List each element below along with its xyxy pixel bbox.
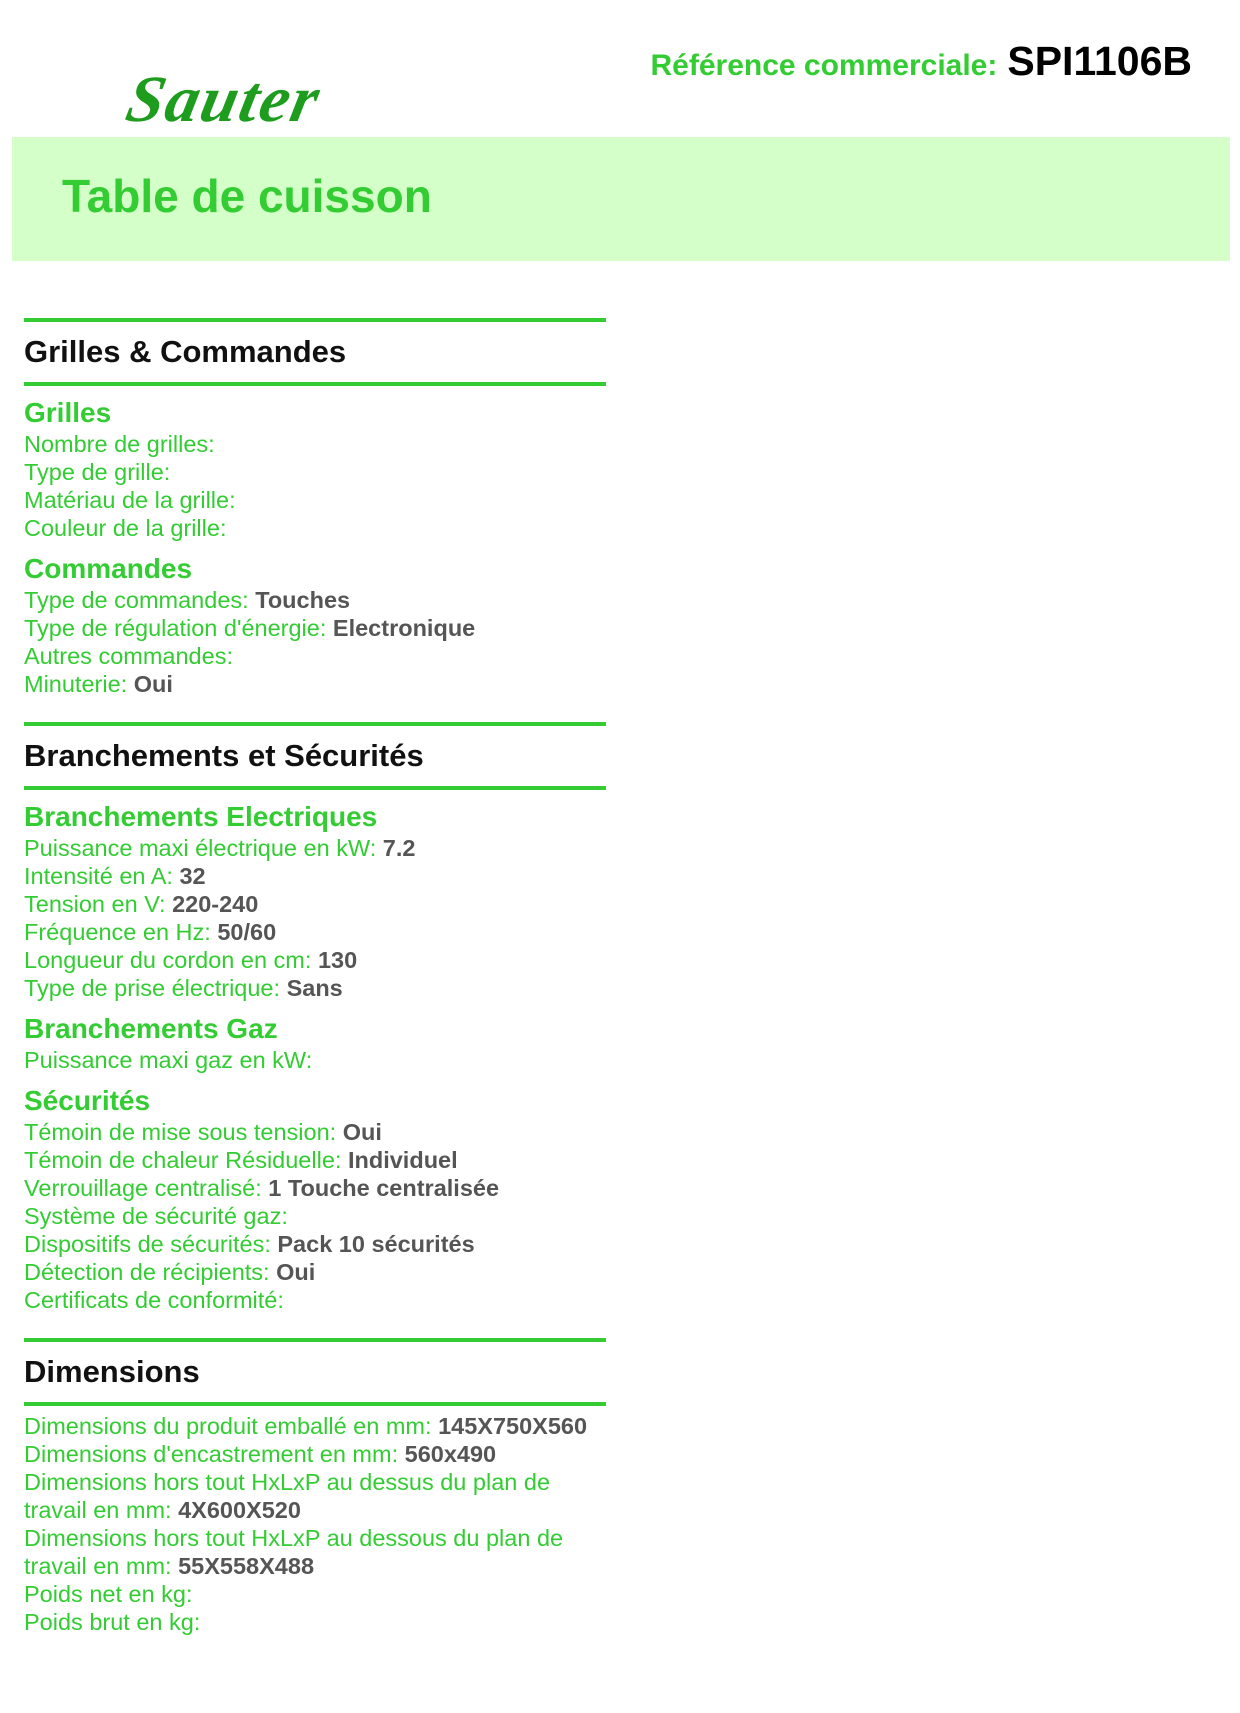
section-branchements — [24, 722, 606, 1314]
section-title: Grilles & Commandes — [24, 318, 606, 386]
spec-label: Dispositifs de sécurités: — [24, 1231, 271, 1257]
section-dimensions — [24, 1338, 606, 1636]
reference-label: Référence commerciale: — [650, 49, 998, 82]
spec-value: 220-240 — [172, 891, 259, 917]
spec-label: Témoin de mise sous tension: — [24, 1119, 337, 1145]
page-title: Table de cuisson — [62, 170, 432, 222]
spec-row — [24, 1046, 606, 1074]
spec-row — [24, 1468, 606, 1524]
spec-label: Poids net en kg: — [24, 1581, 193, 1607]
group-rows-commandes — [24, 586, 606, 698]
spec-label: Longueur du cordon en cm: — [24, 947, 312, 973]
spec-row — [24, 862, 606, 890]
group-title-securites: Sécurités — [24, 1085, 151, 1116]
spec-row — [24, 1524, 606, 1580]
spec-row — [24, 1258, 606, 1286]
spec-value: 560x490 — [404, 1441, 497, 1467]
spec-label: Dimensions du produit emballé en mm: — [24, 1413, 432, 1439]
title-banner — [12, 137, 1230, 261]
spec-row — [24, 458, 606, 486]
spec-row — [24, 1230, 606, 1258]
spec-label: Minuterie: — [24, 671, 128, 697]
spec-label: Détection de récipients: — [24, 1259, 270, 1285]
spec-value: Individuel — [347, 1147, 458, 1173]
spec-value: 32 — [179, 863, 206, 889]
spec-value: 50/60 — [217, 919, 277, 945]
spec-row — [24, 670, 606, 698]
section-title: Dimensions — [24, 1338, 606, 1406]
group-rows-dimensions — [24, 1412, 606, 1636]
group-title-gaz: Branchements Gaz — [24, 1013, 278, 1044]
spec-value: Pack 10 sécurités — [277, 1231, 475, 1257]
spec-label: Tension en V: — [24, 891, 166, 917]
spec-row — [24, 890, 606, 918]
spec-row — [24, 486, 606, 514]
spec-label: Témoin de chaleur Résiduelle: — [24, 1147, 342, 1173]
spec-row — [24, 918, 606, 946]
spec-value: 7.2 — [382, 835, 416, 861]
spec-value: Oui — [276, 1259, 316, 1285]
spec-row — [24, 614, 606, 642]
spec-value: Oui — [342, 1119, 382, 1145]
spec-label: Dimensions hors tout HxLxP au dessous du plan de travail en mm: — [24, 1525, 564, 1579]
spec-row — [24, 1174, 606, 1202]
spec-label: Puissance maxi électrique en kW: — [24, 835, 377, 861]
section-title: Branchements et Sécurités — [24, 722, 606, 790]
spec-row — [24, 1118, 606, 1146]
section-grilles-commandes — [24, 318, 606, 698]
spec-row — [24, 642, 606, 670]
spec-label: Certificats de conformité: — [24, 1287, 284, 1313]
spec-label: Système de sécurité gaz: — [24, 1203, 288, 1229]
spec-value: Oui — [133, 671, 173, 697]
spec-row — [24, 1146, 606, 1174]
spec-label: Couleur de la grille: — [24, 515, 227, 541]
spec-row — [24, 974, 606, 1002]
spec-value: Electronique — [332, 615, 476, 641]
spec-row — [24, 1286, 606, 1314]
spec-label: Type de commandes: — [24, 587, 249, 613]
spec-label: Poids brut en kg: — [24, 1609, 201, 1635]
spec-row — [24, 430, 606, 458]
reference-value: SPI1106B — [1007, 38, 1192, 84]
spec-value: Touches — [255, 587, 351, 613]
spec-value: 4X600X520 — [178, 1497, 301, 1523]
spec-label: Intensité en A: — [24, 863, 173, 889]
spec-label: Dimensions hors tout HxLxP au dessus du plan de travail en mm: — [24, 1469, 551, 1523]
spec-row — [24, 514, 606, 542]
spec-value: 1 Touche centralisée — [268, 1175, 500, 1201]
spec-value: Sans — [286, 975, 343, 1001]
spec-value: 130 — [317, 947, 358, 973]
group-rows-securites — [24, 1118, 606, 1314]
spec-label: Type de grille: — [24, 459, 171, 485]
spec-label: Puissance maxi gaz en kW: — [24, 1047, 313, 1073]
spec-row — [24, 1608, 606, 1636]
brand-logo: Sauter — [120, 63, 328, 136]
spec-row — [24, 1412, 606, 1440]
spec-value: 55X558X488 — [178, 1553, 315, 1579]
spec-label: Type de prise électrique: — [24, 975, 281, 1001]
spec-row — [24, 1440, 606, 1468]
spec-row — [24, 1580, 606, 1608]
spec-row — [24, 834, 606, 862]
group-rows-gaz — [24, 1046, 606, 1074]
spec-row — [24, 946, 606, 974]
spec-label: Autres commandes: — [24, 643, 233, 669]
spec-label: Type de régulation d'énergie: — [24, 615, 327, 641]
group-title-commandes: Commandes — [24, 553, 193, 584]
group-title-electriques: Branchements Electriques — [24, 801, 378, 832]
group-rows-grilles — [24, 430, 606, 542]
spec-label: Verrouillage centralisé: — [24, 1175, 262, 1201]
spec-row — [24, 586, 606, 614]
spec-value: 145X750X560 — [438, 1413, 588, 1439]
reference-block — [651, 38, 1193, 85]
spec-label: Nombre de grilles: — [24, 431, 215, 457]
spec-row — [24, 1202, 606, 1230]
spec-label: Dimensions d'encastrement en mm: — [24, 1441, 399, 1467]
group-title-grilles: Grilles — [24, 397, 112, 428]
spec-label: Fréquence en Hz: — [24, 919, 211, 945]
group-rows-electriques — [24, 834, 606, 1002]
spec-content — [24, 318, 606, 1636]
spec-label: Matériau de la grille: — [24, 487, 236, 513]
